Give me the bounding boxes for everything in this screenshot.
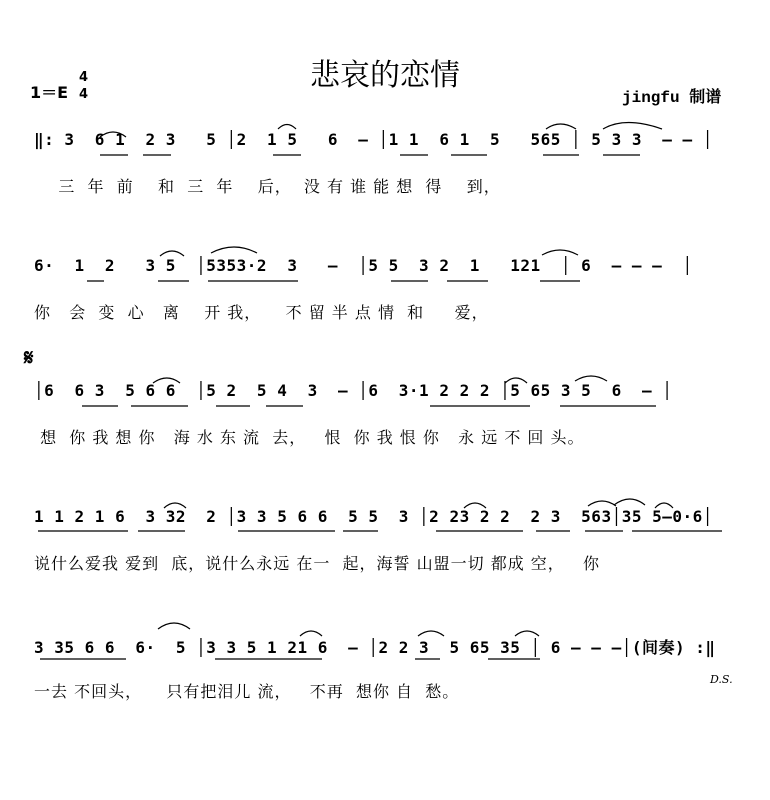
lyrics-line: 想 你 我 想 你 海 水 东 流 去， 恨 你 我 恨 你 永 远 不 回 头。 — [34, 428, 585, 447]
music-system-1 — [0, 130, 770, 250]
music-system-2 — [0, 256, 770, 376]
time-signature — [79, 70, 88, 104]
notes-line: ‖: 3 6 1 2 3 5 │2 1 5 6 – │1 1 6 1 5 565 │ 5 3 3 – – │ — [34, 130, 713, 149]
slur-mark — [603, 123, 662, 130]
music-system-4 — [0, 507, 770, 627]
notes-line: │6 6 3 5 6 6 │5 2 5 4 3 – │6 3·1 2 2 2 │5 65 3 5 6 – │ — [34, 381, 673, 400]
time-signature-top: 4 — [79, 70, 89, 85]
lyrics-line: 三 年 前 和 三 年 后， 没 有 谁 能 想 得 到， — [34, 177, 501, 196]
arranger-credit: jingfu 制谱 — [622, 89, 722, 107]
slur-mark — [588, 501, 616, 506]
slur-mark — [278, 125, 296, 130]
notes-line: 1 1 2 1 6 3 32 2 │3 3 5 6 6 5 5 3 │2 23 2 2 2 3 563│35 5–0·6│ — [34, 507, 713, 526]
lyrics-line: 你 会 变 心 离 开 我， 不 留 半 点 情 和 爱， — [34, 303, 489, 322]
dal-segno-mark: D.S. — [710, 673, 733, 686]
time-signature-bottom: 4 — [79, 87, 89, 102]
slur-mark — [546, 124, 576, 129]
lyrics-line: 说什么爱我 爱到 底，说什么永远 在一 起，海誓 山盟一切 都成 空， 你 — [34, 554, 601, 573]
notes-line: 3 35 6 6 6· 5 │3 3 5 1 21 6 – │2 2 3 5 65 35 │ 6 – – –│(间奏) :‖ — [34, 638, 716, 657]
song-title: 悲哀的恋情 — [310, 58, 460, 93]
music-system-3 — [0, 381, 770, 501]
music-system-5 — [0, 635, 770, 755]
key-signature: 1＝E — [30, 83, 69, 102]
lyrics-line: 一去 不回头， 只有把泪儿 流， 不再 想你 自 愁。 — [34, 682, 460, 701]
segno-icon: 𝄋 — [24, 346, 34, 371]
notes-line: 6· 1 2 3 5 │5353·2 3 – │5 5 3 2 1 121 │ 6 – – – │ — [34, 256, 693, 275]
slur-mark — [542, 250, 578, 255]
